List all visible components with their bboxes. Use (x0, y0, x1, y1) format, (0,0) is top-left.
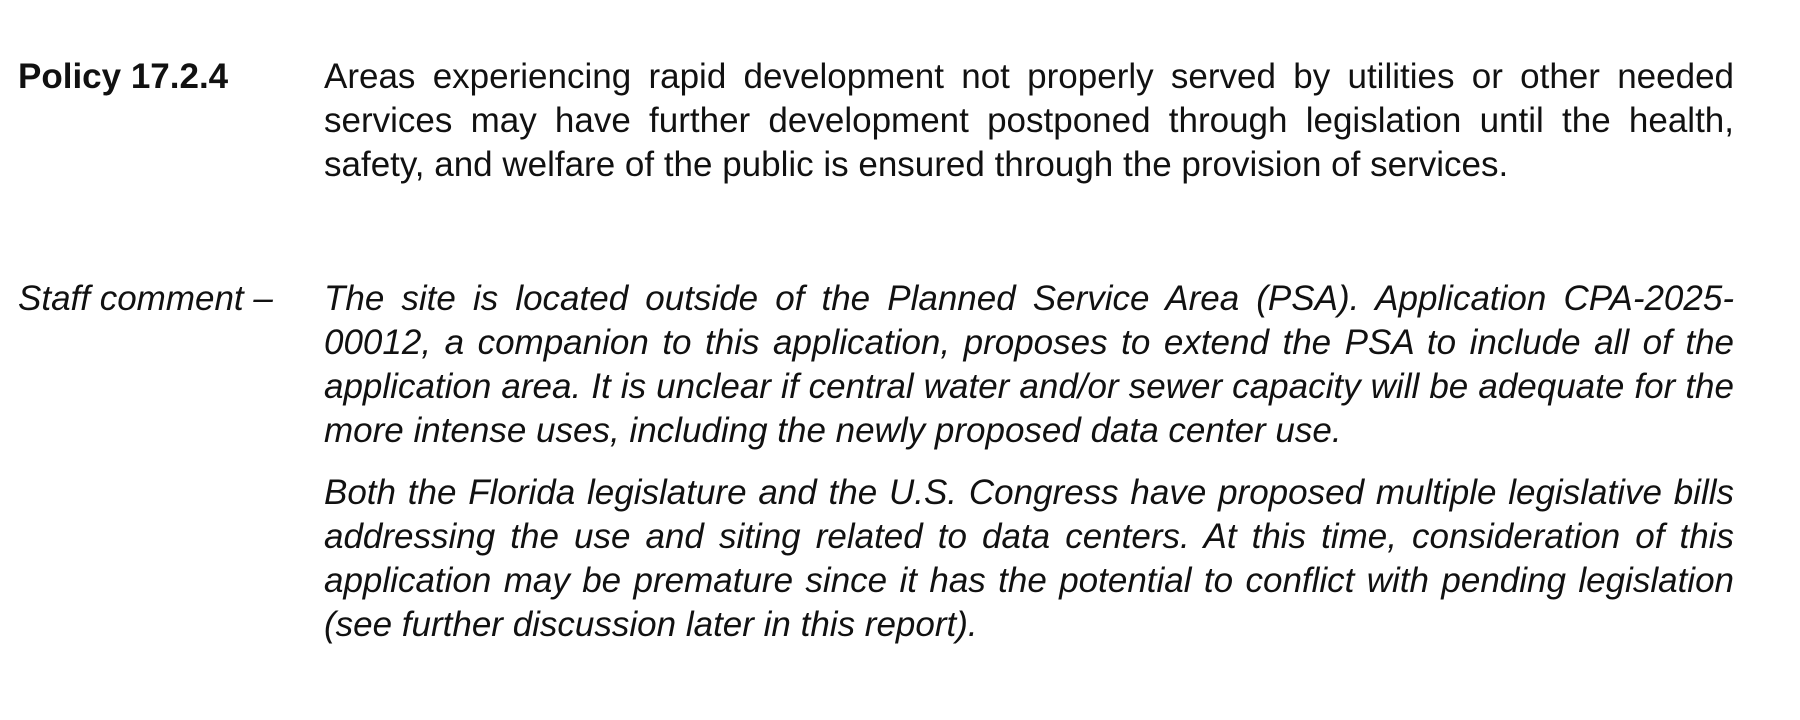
staff-comment-section (18, 277, 1738, 647)
staff-comment-paragraph-2: Both the Florida legislature and the U.S. Congress have proposed multiple legislative bills addressing the use and siting related to data centers. At this time, consideration of this application may be premature since it has the potential to conflict with pending legislation (see further discussion later in this report). (324, 473, 1734, 644)
staff-comment-paragraph-1: The site is located outside of the Planned Service Area (PSA). Application CPA-2025-00012, a companion to this application, proposes to extend the PSA to include all of the application area. It is unclear if central water and/or sewer capacity will be adequate for the more intense uses, including the newly proposed data center use. (324, 279, 1734, 450)
policy-section (18, 55, 1738, 187)
staff-comment-content (324, 277, 1734, 647)
policy-text: Areas experiencing rapid development not properly served by utilities or other needed services may have further development postponed through legislation until the health, safety, and welfare of the public is ensured through the provision of services. (324, 57, 1734, 184)
policy-label: Policy 17.2.4 (18, 57, 229, 96)
policy-content (324, 55, 1734, 187)
staff-comment-label: Staff comment – (18, 279, 273, 318)
